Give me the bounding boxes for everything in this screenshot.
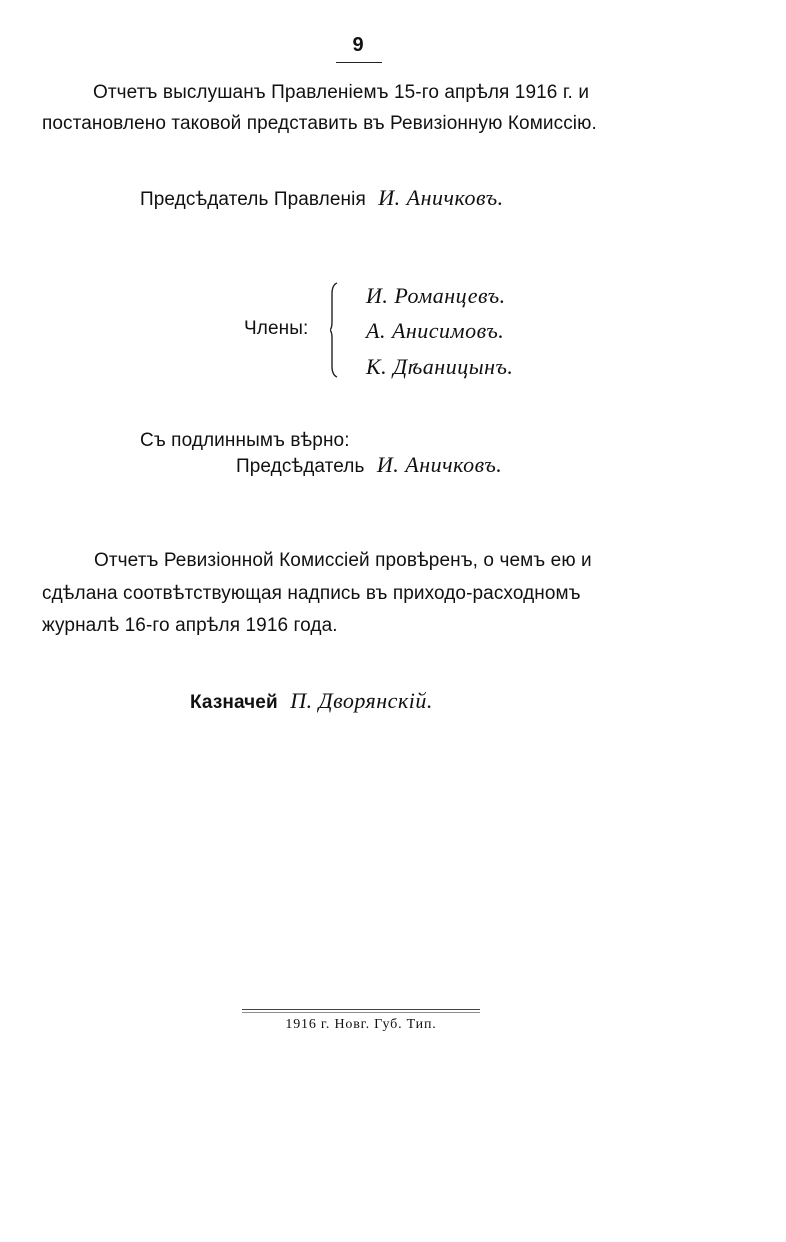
- audit-line-2: сдѣлана соотвѣтствующая надпись въ приходо-расходномъ: [42, 583, 581, 604]
- member-name-3: К. Дѣаницынъ.: [366, 354, 514, 379]
- footer-rule-top: [242, 1009, 480, 1010]
- members-label: Члены:: [244, 318, 309, 339]
- certified-signature: [236, 452, 502, 478]
- treasurer-name: П. Дворянскій.: [290, 688, 433, 713]
- audit-line-1: Отчетъ Ревизіонной Комиссіей провѣренъ, о чемъ ею и: [94, 550, 592, 571]
- member-name-1: И. Романцевъ.: [366, 283, 506, 308]
- member-name-2: А. Анисимовъ.: [366, 318, 505, 343]
- treasurer-signature: [190, 688, 433, 714]
- certified-title: Предсѣдатель: [236, 456, 365, 477]
- page-number: 9: [352, 34, 364, 56]
- report-line-1: Отчетъ выслушанъ Правленіемъ 15-го апрѣля 1916 г. и: [93, 82, 590, 103]
- chairman-title: Предсѣдатель Правленія: [140, 189, 366, 210]
- members-brace: [330, 282, 338, 378]
- page-number-underline: [336, 62, 382, 63]
- treasurer-title: Казначей: [190, 692, 278, 713]
- certified-line: Съ подлиннымъ вѣрно:: [140, 430, 350, 451]
- chairman-name: И. Аничковъ.: [378, 185, 504, 210]
- footer-imprint: 1916 г. Новг. Губ. Тип.: [285, 1017, 437, 1032]
- certified-name: И. Аничковъ.: [376, 452, 503, 477]
- audit-line-3: журналѣ 16-го апрѣля 1916 года.: [42, 615, 338, 636]
- footer-rule-bottom: [242, 1012, 480, 1013]
- report-line-2: постановлено таковой представить въ Ревизіонную Комиссію.: [42, 113, 597, 134]
- chairman-signature: [140, 185, 504, 211]
